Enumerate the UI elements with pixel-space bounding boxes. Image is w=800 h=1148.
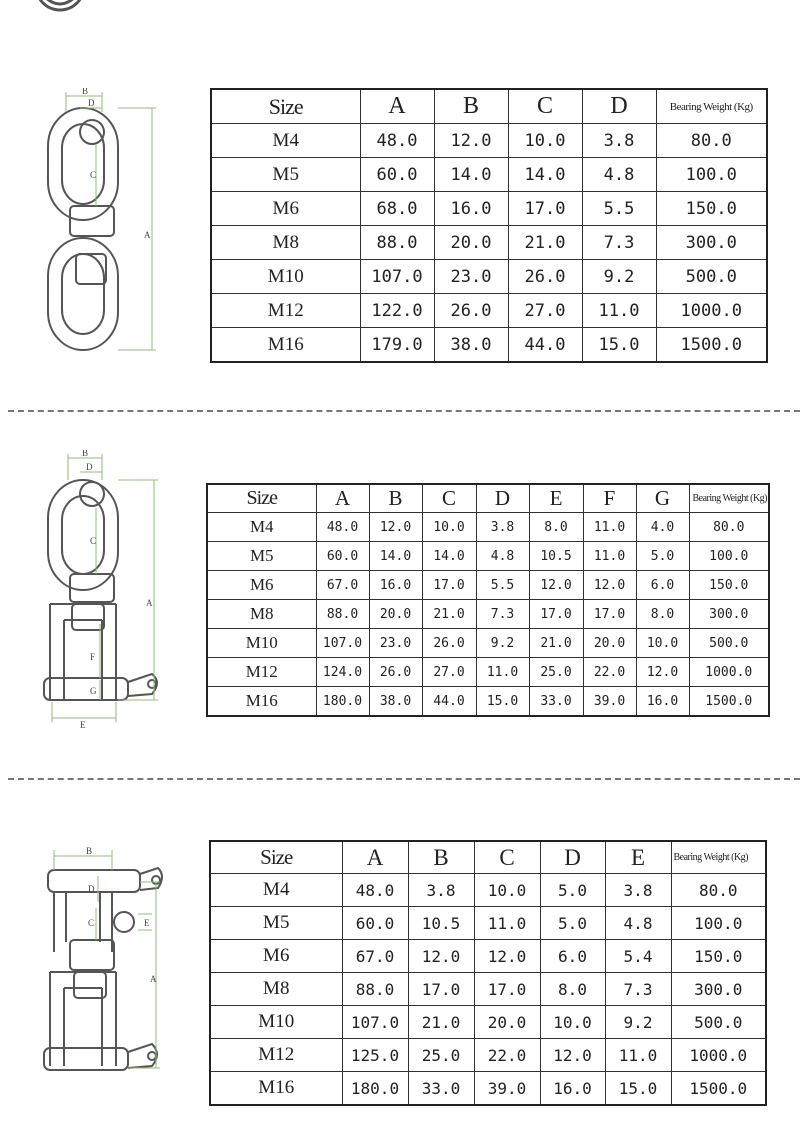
dimension-cell: 7.3 — [476, 600, 529, 629]
size-cell: M12 — [210, 1039, 342, 1072]
dimension-column-header: C — [474, 841, 540, 874]
dimension-cell: 11.0 — [605, 1039, 671, 1072]
size-cell: M6 — [207, 571, 316, 600]
section-divider — [8, 410, 800, 412]
table-row — [210, 1039, 766, 1072]
dimension-cell: 7.3 — [605, 973, 671, 1006]
bearing-weight-cell: 1000.0 — [656, 294, 767, 328]
dimension-column-header: E — [605, 841, 671, 874]
table-row — [207, 513, 769, 542]
size-cell: M16 — [211, 328, 360, 363]
dimension-cell: 68.0 — [360, 192, 434, 226]
spec-table-header — [210, 841, 766, 874]
dimension-label: C — [88, 918, 95, 928]
table-row — [210, 874, 766, 907]
bearing-weight-cell: 80.0 — [656, 124, 767, 158]
dimension-cell: 12.0 — [583, 571, 636, 600]
dimension-column-header: C — [508, 89, 582, 124]
bearing-weight-cell: 100.0 — [689, 542, 769, 571]
size-cell: M8 — [207, 600, 316, 629]
table-row — [207, 658, 769, 687]
dimension-cell: 21.0 — [508, 226, 582, 260]
dimension-cell: 180.0 — [342, 1072, 408, 1106]
section-divider — [8, 778, 800, 780]
dimension-cell: 124.0 — [316, 658, 369, 687]
dimension-cell: 23.0 — [434, 260, 508, 294]
dimension-cell: 10.0 — [508, 124, 582, 158]
dimension-cell: 27.0 — [508, 294, 582, 328]
bearing-weight-cell: 150.0 — [689, 571, 769, 600]
dimension-cell: 17.0 — [529, 600, 583, 629]
dimension-cell: 22.0 — [474, 1039, 540, 1072]
bearing-weight-cell: 80.0 — [689, 513, 769, 542]
dimension-cell: 9.2 — [582, 260, 656, 294]
bearing-weight-column-header: Bearing Weight (Kg) — [689, 484, 769, 513]
dimension-cell: 67.0 — [316, 571, 369, 600]
swivel-eye-jaw-diagram — [40, 450, 170, 730]
dimension-cell: 17.0 — [508, 192, 582, 226]
dimension-cell: 12.0 — [540, 1039, 605, 1072]
size-cell: M10 — [207, 629, 316, 658]
dimension-cell: 11.0 — [583, 542, 636, 571]
table-row — [207, 629, 769, 658]
spec-table-header — [211, 89, 767, 124]
dimension-cell: 4.8 — [605, 907, 671, 940]
bearing-weight-column-header: Bearing Weight (Kg) — [656, 89, 767, 124]
dimension-cell: 11.0 — [476, 658, 529, 687]
dimension-cell: 20.0 — [474, 1006, 540, 1039]
dimension-cell: 16.0 — [434, 192, 508, 226]
dimension-label: A — [146, 598, 153, 608]
header-row — [210, 841, 766, 874]
size-cell: M4 — [207, 513, 316, 542]
dimension-cell: 3.8 — [476, 513, 529, 542]
dimension-cell: 39.0 — [474, 1072, 540, 1106]
dimension-cell: 5.5 — [476, 571, 529, 600]
table-row — [210, 973, 766, 1006]
dimension-label: E — [80, 720, 86, 730]
dimension-cell: 48.0 — [316, 513, 369, 542]
bearing-weight-cell: 1500.0 — [656, 328, 767, 363]
dimension-cell: 107.0 — [342, 1006, 408, 1039]
dimension-cell: 33.0 — [529, 687, 583, 717]
bearing-weight-cell: 500.0 — [689, 629, 769, 658]
spec-table-header — [207, 484, 769, 513]
dimension-cell: 22.0 — [583, 658, 636, 687]
table-row — [210, 940, 766, 973]
dimension-cell: 60.0 — [342, 907, 408, 940]
dimension-column-header: B — [369, 484, 422, 513]
dimension-cell: 10.5 — [529, 542, 583, 571]
dimension-cell: 25.0 — [529, 658, 583, 687]
dimension-cell: 48.0 — [342, 874, 408, 907]
size-cell: M5 — [211, 158, 360, 192]
header-row — [211, 89, 767, 124]
dimension-cell: 11.0 — [582, 294, 656, 328]
table-row — [207, 687, 769, 717]
dimension-cell: 10.0 — [474, 874, 540, 907]
dimension-cell: 14.0 — [434, 158, 508, 192]
bearing-weight-cell: 80.0 — [671, 874, 766, 907]
table-row — [211, 226, 767, 260]
size-cell: M10 — [211, 260, 360, 294]
size-column-header: Size — [207, 484, 316, 513]
dimension-cell: 9.2 — [605, 1006, 671, 1039]
dimension-cell: 15.0 — [605, 1072, 671, 1106]
dimension-cell: 21.0 — [529, 629, 583, 658]
dimension-cell: 60.0 — [360, 158, 434, 192]
bearing-weight-cell: 500.0 — [656, 260, 767, 294]
size-cell: M6 — [210, 940, 342, 973]
dimension-cell: 179.0 — [360, 328, 434, 363]
table-row — [210, 1072, 766, 1106]
spec-table-1 — [210, 88, 768, 363]
dimension-cell: 10.0 — [636, 629, 689, 658]
dimension-cell: 20.0 — [434, 226, 508, 260]
dimension-cell: 88.0 — [316, 600, 369, 629]
dimension-column-header: D — [476, 484, 529, 513]
bearing-weight-cell: 100.0 — [671, 907, 766, 940]
size-cell: M4 — [210, 874, 342, 907]
size-cell: M10 — [210, 1006, 342, 1039]
table-row — [210, 907, 766, 940]
bearing-weight-cell: 300.0 — [656, 226, 767, 260]
size-cell: M6 — [211, 192, 360, 226]
dimension-cell: 10.0 — [540, 1006, 605, 1039]
dimension-cell: 10.5 — [408, 907, 474, 940]
dimension-label: A — [150, 974, 157, 984]
table-row — [211, 124, 767, 158]
brand-logo-icon — [32, 0, 88, 18]
spec-table-2 — [206, 483, 770, 717]
spec-table-body — [211, 124, 767, 363]
dimension-cell: 6.0 — [540, 940, 605, 973]
dimension-cell: 6.0 — [636, 571, 689, 600]
dimension-cell: 23.0 — [369, 629, 422, 658]
bearing-weight-cell: 300.0 — [671, 973, 766, 1006]
dimension-column-header: F — [583, 484, 636, 513]
swivel-jaw-jaw-diagram — [40, 842, 170, 1102]
dimension-cell: 44.0 — [422, 687, 476, 717]
dimension-cell: 10.0 — [422, 513, 476, 542]
bearing-weight-cell: 1500.0 — [671, 1072, 766, 1106]
dimension-column-header: A — [360, 89, 434, 124]
dimension-label: B — [82, 88, 89, 96]
dimension-cell: 14.0 — [369, 542, 422, 571]
bearing-weight-cell: 1500.0 — [689, 687, 769, 717]
table-row — [211, 192, 767, 226]
dimension-cell: 14.0 — [508, 158, 582, 192]
bearing-weight-cell: 1000.0 — [689, 658, 769, 687]
table-row — [211, 294, 767, 328]
size-column-header: Size — [211, 89, 360, 124]
spec-table-3 — [209, 840, 767, 1106]
size-column-header: Size — [210, 841, 342, 874]
dimension-cell: 122.0 — [360, 294, 434, 328]
dimension-cell: 21.0 — [408, 1006, 474, 1039]
dimension-cell: 3.8 — [605, 874, 671, 907]
size-cell: M16 — [210, 1072, 342, 1106]
dimension-cell: 16.0 — [636, 687, 689, 717]
size-cell: M16 — [207, 687, 316, 717]
dimension-cell: 14.0 — [422, 542, 476, 571]
dimension-cell: 5.0 — [540, 874, 605, 907]
dimension-cell: 12.0 — [434, 124, 508, 158]
dimension-cell: 38.0 — [369, 687, 422, 717]
dimension-cell: 4.8 — [582, 158, 656, 192]
dimension-column-header: D — [540, 841, 605, 874]
dimension-cell: 5.4 — [605, 940, 671, 973]
size-cell: M12 — [207, 658, 316, 687]
table-row — [211, 158, 767, 192]
dimension-cell: 21.0 — [422, 600, 476, 629]
dimension-cell: 9.2 — [476, 629, 529, 658]
dimension-label: G — [90, 686, 97, 696]
header-row — [207, 484, 769, 513]
bearing-weight-cell: 300.0 — [689, 600, 769, 629]
dimension-cell: 88.0 — [360, 226, 434, 260]
dimension-column-header: E — [529, 484, 583, 513]
dimension-cell: 15.0 — [582, 328, 656, 363]
dimension-cell: 25.0 — [408, 1039, 474, 1072]
bearing-weight-cell: 150.0 — [671, 940, 766, 973]
dimension-column-header: C — [422, 484, 476, 513]
dimension-cell: 125.0 — [342, 1039, 408, 1072]
table-row — [207, 571, 769, 600]
dimension-cell: 7.3 — [582, 226, 656, 260]
dimension-cell: 5.5 — [582, 192, 656, 226]
dimension-cell: 26.0 — [422, 629, 476, 658]
dimension-cell: 26.0 — [369, 658, 422, 687]
dimension-label: C — [90, 170, 97, 180]
dimension-cell: 38.0 — [434, 328, 508, 363]
dimension-cell: 20.0 — [583, 629, 636, 658]
bearing-weight-cell: 150.0 — [656, 192, 767, 226]
dimension-cell: 17.0 — [583, 600, 636, 629]
dimension-cell: 3.8 — [582, 124, 656, 158]
dimension-column-header: D — [582, 89, 656, 124]
dimension-cell: 15.0 — [476, 687, 529, 717]
size-cell: M5 — [207, 542, 316, 571]
dimension-label: C — [90, 536, 97, 546]
dimension-label: D — [86, 462, 93, 472]
dimension-cell: 107.0 — [360, 260, 434, 294]
dimension-label: D — [88, 98, 95, 108]
dimension-cell: 11.0 — [583, 513, 636, 542]
dimension-cell: 17.0 — [408, 973, 474, 1006]
dimension-cell: 8.0 — [636, 600, 689, 629]
dimension-cell: 16.0 — [540, 1072, 605, 1106]
dimension-cell: 44.0 — [508, 328, 582, 363]
dimension-cell: 60.0 — [316, 542, 369, 571]
dimension-cell: 180.0 — [316, 687, 369, 717]
swivel-eye-eye-diagram — [40, 88, 170, 358]
dimension-cell: 4.0 — [636, 513, 689, 542]
bearing-weight-cell: 1000.0 — [671, 1039, 766, 1072]
dimension-cell: 12.0 — [369, 513, 422, 542]
dimension-cell: 12.0 — [474, 940, 540, 973]
dimension-cell: 26.0 — [508, 260, 582, 294]
table-row — [210, 1006, 766, 1039]
dimension-label: D — [88, 884, 95, 894]
dimension-cell: 33.0 — [408, 1072, 474, 1106]
dimension-cell: 17.0 — [474, 973, 540, 1006]
dimension-cell: 5.0 — [540, 907, 605, 940]
size-cell: M5 — [210, 907, 342, 940]
bearing-weight-column-header: Bearing Weight (Kg) — [671, 841, 766, 874]
dimension-cell: 17.0 — [422, 571, 476, 600]
dimension-column-header: B — [408, 841, 474, 874]
dimension-cell: 5.0 — [636, 542, 689, 571]
dimension-cell: 48.0 — [360, 124, 434, 158]
dimension-cell: 27.0 — [422, 658, 476, 687]
dimension-cell: 4.8 — [476, 542, 529, 571]
table-row — [207, 600, 769, 629]
bearing-weight-cell: 100.0 — [656, 158, 767, 192]
dimension-cell: 12.0 — [529, 571, 583, 600]
spec-table-body — [207, 513, 769, 717]
table-row — [211, 260, 767, 294]
dimension-label: B — [86, 846, 93, 856]
dimension-column-header: G — [636, 484, 689, 513]
dimension-cell: 39.0 — [583, 687, 636, 717]
dimension-cell: 20.0 — [369, 600, 422, 629]
dimension-cell: 67.0 — [342, 940, 408, 973]
dimension-column-header: A — [342, 841, 408, 874]
dimension-label: E — [144, 918, 150, 928]
dimension-cell: 12.0 — [408, 940, 474, 973]
dimension-cell: 11.0 — [474, 907, 540, 940]
size-cell: M4 — [211, 124, 360, 158]
dimension-cell: 88.0 — [342, 973, 408, 1006]
size-cell: M12 — [211, 294, 360, 328]
table-row — [207, 542, 769, 571]
table-row — [211, 328, 767, 363]
spec-table-body — [210, 874, 766, 1106]
dimension-cell: 16.0 — [369, 571, 422, 600]
size-cell: M8 — [210, 973, 342, 1006]
dimension-cell: 3.8 — [408, 874, 474, 907]
size-cell: M8 — [211, 226, 360, 260]
dimension-cell: 107.0 — [316, 629, 369, 658]
dimension-column-header: A — [316, 484, 369, 513]
dimension-column-header: B — [434, 89, 508, 124]
dimension-cell: 8.0 — [540, 973, 605, 1006]
dimension-label: F — [90, 652, 96, 662]
dimension-cell: 8.0 — [529, 513, 583, 542]
dimension-label: B — [82, 450, 89, 458]
bearing-weight-cell: 500.0 — [671, 1006, 766, 1039]
dimension-cell: 26.0 — [434, 294, 508, 328]
dimension-cell: 12.0 — [636, 658, 689, 687]
dimension-label: A — [144, 230, 151, 240]
